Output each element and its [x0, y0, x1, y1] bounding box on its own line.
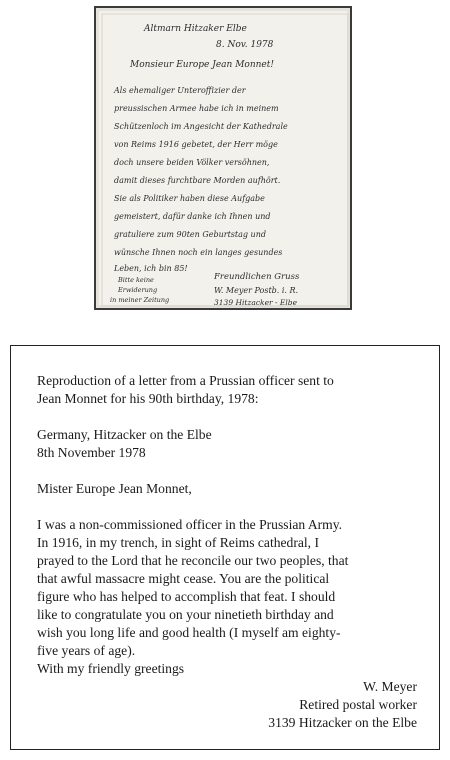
hw-body-line: von Reims 1916 gebetet, der Herr möge [114, 140, 278, 149]
hw-closing: Freundlichen Gruss [214, 272, 300, 282]
hw-body-line: damit dieses furchtbare Morden aufhört. [114, 176, 281, 185]
caption-body-line: like to congratulate you on your ninetieth birthday and [37, 607, 334, 622]
caption-salutation: Mister Europe Jean Monnet, [37, 481, 192, 496]
hw-body-line: preussischen Armee habe ich in meinem [114, 104, 279, 113]
caption-body-line: wish you long life and good health (I myself am eighty- [37, 625, 341, 640]
hw-header-place: Altmarn Hitzaker Elbe [144, 24, 247, 34]
hw-margin-note: Erwiderung [118, 286, 158, 294]
caption-body-line: figure who has helped to accomplish that feat. I should [37, 589, 336, 604]
hw-body-line: wünsche Ihnen noch ein langes gesundes [114, 248, 283, 257]
hw-salutation: Monsieur Europe Jean Monnet! [130, 60, 274, 70]
hw-body-line: doch unsere beiden Völker versöhnen, [114, 158, 270, 167]
translation-caption-box [10, 345, 440, 750]
caption-intro: Reproduction of a letter from a Prussian officer sent to [37, 373, 334, 388]
hw-body-line: gemeistert, dafür danke ich Ihnen und [114, 212, 271, 221]
caption-body-line: that awful massacre might cease. You are the political [37, 571, 330, 586]
caption-place: Germany, Hitzacker on the Elbe [37, 427, 212, 442]
hw-body-line: Als ehemaliger Unteroffizier der [114, 86, 246, 95]
hw-header-date: 8. Nov. 1978 [216, 40, 274, 50]
caption-body-line: I was a non-commissioned officer in the Prussian Army. [37, 517, 343, 532]
hw-address: 3139 Hitzacker - Elbe [214, 298, 298, 307]
hw-margin-note: in meiner Zeitung [110, 296, 170, 304]
caption-signature-address: 3139 Hitzacker on the Elbe [268, 715, 417, 730]
handwritten-letter-image [94, 6, 352, 310]
caption-intro: Jean Monnet for his 90th birthday, 1978: [37, 391, 259, 406]
caption-signature-name: W. Meyer [363, 679, 417, 694]
caption-date: 8th November 1978 [37, 445, 146, 460]
caption-body-line: prayed to the Lord that he reconcile our two peoples, that [37, 553, 349, 568]
caption-signature-title: Retired postal worker [299, 697, 417, 712]
hw-body-line: gratuliere zum 90ten Geburtstag und [114, 230, 266, 239]
caption-closing: With my friendly greetings [37, 661, 185, 676]
caption-body-line: In 1916, in my trench, in sight of Reims cathedral, I [37, 535, 320, 550]
caption-body-line: five years of age). [37, 643, 136, 658]
hw-body-line: Sie als Politiker haben diese Aufgabe [114, 194, 265, 203]
hw-body-line: Schützenloch im Angesicht der Kathedrale [114, 122, 288, 131]
hw-body-line: Leben, ich bin 85! [114, 264, 188, 273]
hw-signature: W. Meyer Postb. i. R. [214, 286, 299, 295]
hw-margin-note: Bitte keine [118, 276, 154, 284]
